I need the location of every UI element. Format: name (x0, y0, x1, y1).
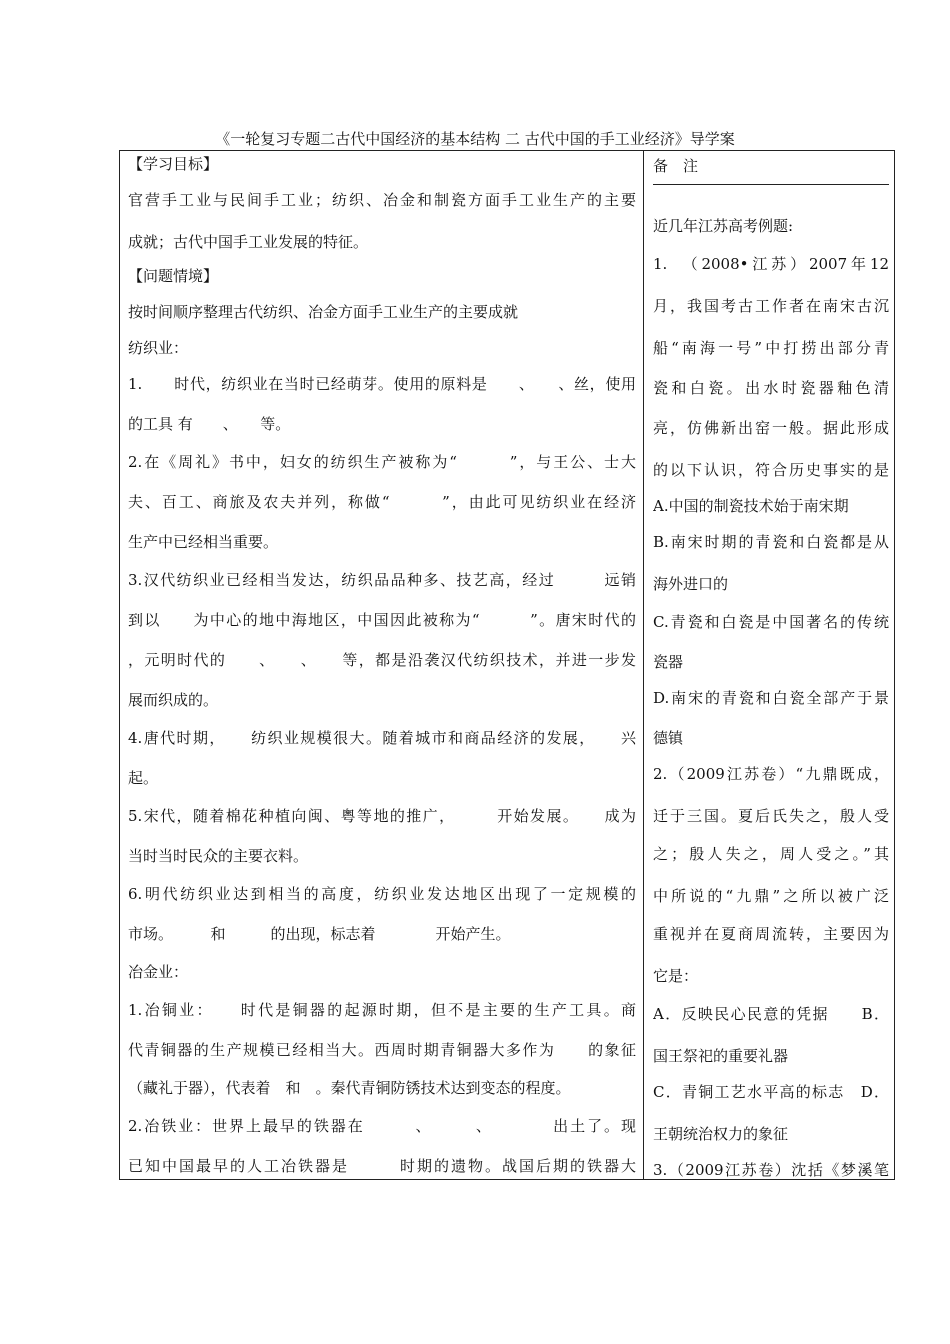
note-line: 月，我国考古工作者在南宋古沉 (653, 297, 889, 315)
content-line: 5.宋代，随着棉花种植向闽、粤等地的推广， 开始发展。 成为 (128, 807, 636, 825)
content-line: 2.在《周礼》书中，妇女的纺织生产被称为“ ”，与王公、士大 (128, 453, 636, 471)
content-line: ，元明时代的 、 、 等，都是沿袭汉代纺织技术，并进一步发 (128, 651, 636, 669)
document-title: 《一轮复习专题二古代中国经济的基本结构 二 古代中国的手工业经济》导学案 (215, 130, 735, 148)
note-line: 船“南海一号”中打捞出部分青 (653, 339, 889, 357)
content-line: 冶金业： (128, 963, 189, 981)
content-line: 市场。 和 的出现，标志着 开始产生。 (128, 925, 511, 943)
note-line: B.南宋时期的青瓷和白瓷都是从 (653, 533, 889, 551)
content-line: 展而织成的。 (128, 691, 219, 709)
note-line: 王朝统治权力的象征 (653, 1125, 789, 1143)
content-line: 已知中国最早的人工冶铁器是 时期的遗物。战国后期的铁器大 (128, 1157, 636, 1175)
note-line: 亮，仿佛新出窑一般。据此形成 (653, 419, 889, 437)
note-line: 近几年江苏高考例题: (653, 217, 794, 235)
note-line: 中所说的“九鼎”之所以被广泛 (653, 887, 889, 905)
study-guide-table (119, 150, 895, 1180)
content-line: 起。 (128, 769, 159, 787)
content-line: 【问题情境】 (128, 267, 219, 285)
note-line: 迁于三国。夏后氏失之，殷人受 (653, 807, 889, 825)
note-line: 2.（2009江苏卷）“九鼎既成， (653, 765, 889, 783)
content-line: 3.汉代纺织业已经相当发达，纺织品品种多、技艺高，经过 远销 (128, 571, 636, 589)
note-line: C．青铜工艺水平高的标志 D． (653, 1083, 889, 1101)
note-line: 1. （2008•江苏）2007年12 (653, 255, 889, 273)
note-line: D.南宋的青瓷和白瓷全部产于景 (653, 689, 889, 707)
content-line: （藏礼于器），代表着 和 。秦代青铜防锈技术达到变态的程度。 (128, 1079, 571, 1097)
content-line: 官营手工业与民间手工业；纺织、冶金和制瓷方面手工业生产的主要 (128, 191, 636, 209)
note-line: 之；殷人失之，周人受之。”其 (653, 845, 889, 863)
note-line: 德镇 (653, 729, 684, 747)
content-line: 2.冶铁业：世界上最早的铁器在 、 、 出土了。现 (128, 1117, 636, 1135)
note-line: 海外进口的 (653, 575, 729, 593)
content-line: 夫、百工、商旅及农夫并列，称做“ ”，由此可见纺织业在经济 (128, 493, 636, 511)
content-line: 的工具 有 、 等。 (128, 415, 291, 433)
column-divider (643, 151, 644, 1179)
note-line: 的以下认识，符合历史事实的是 (653, 461, 889, 479)
content-line: 纺织业： (128, 339, 189, 357)
note-line: 瓷和白瓷。出水时瓷器釉色清 (653, 379, 889, 397)
note-line: A．反映民心民意的凭据 B． (653, 1005, 889, 1023)
note-line: 它是： (653, 967, 699, 985)
content-line: 按时间顺序整理古代纺织、冶金方面手工业生产的主要成就 (128, 303, 519, 321)
content-line: 当时当时民众的主要衣料。 (128, 847, 309, 865)
note-line: A.中国的制瓷技术始于南宋期 (653, 497, 849, 515)
note-line: C.青瓷和白瓷是中国著名的传统 (653, 613, 889, 631)
note-line: 瓷器 (653, 653, 684, 671)
content-line: 代青铜器的生产规模已经相当大。西周时期青铜器大多作为 的象征 (128, 1041, 636, 1059)
main-content-column (128, 151, 636, 1179)
content-line: 【学习目标】 (128, 155, 219, 173)
notes-header: 备 注 (653, 157, 699, 175)
content-line: 生产中已经相当重要。 (128, 533, 279, 551)
notes-header-rule (653, 184, 889, 185)
content-line: 1.冶铜业： 时代是铜器的起源时期，但不是主要的生产工具。商 (128, 1001, 636, 1019)
content-line: 4.唐代时期， 纺织业规模很大。随着城市和商品经济的发展， 兴 (128, 729, 636, 747)
note-line: 国王祭祀的重要礼器 (653, 1047, 789, 1065)
note-line: 重视并在夏商周流转，主要因为 (653, 925, 889, 943)
content-line: 成就；古代中国手工业发展的特征。 (128, 233, 369, 251)
content-line: 到以 为中心的地中海地区，中国因此被称为“ ”。唐宋时代的 (128, 611, 636, 629)
content-line: 6.明代纺织业达到相当的高度，纺织业发达地区出现了一定规模的 (128, 885, 636, 903)
content-line: 1. 时代，纺织业在当时已经萌芽。使用的原料是 、 、丝，使用 (128, 375, 636, 393)
note-line: 3.（2009江苏卷）沈括《梦溪笔 (653, 1161, 889, 1179)
notes-column (653, 151, 889, 1179)
